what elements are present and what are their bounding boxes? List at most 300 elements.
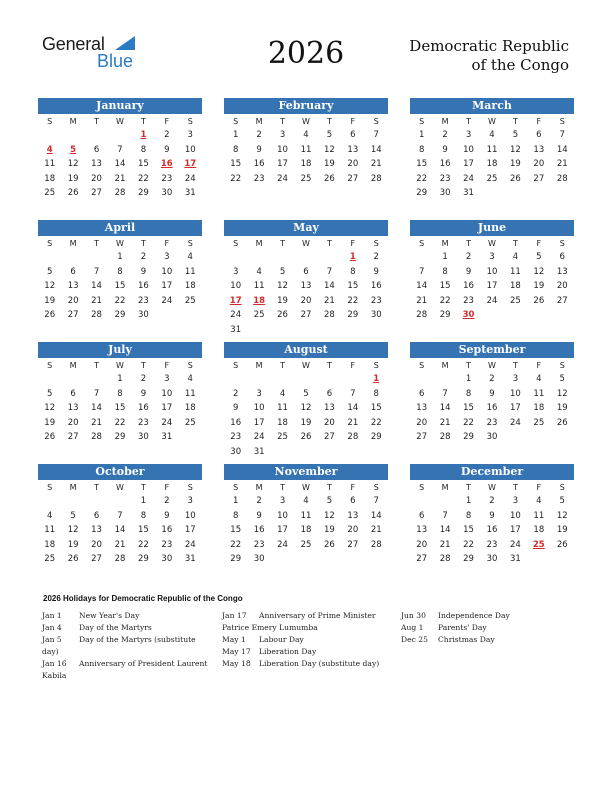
week-row (224, 494, 388, 509)
day-cell: 21 (439, 417, 451, 428)
day-cell: 10 (184, 144, 196, 155)
day-cell: 13 (556, 266, 568, 277)
holiday-day-cell: 1 (140, 130, 147, 140)
empty-day-cell (247, 250, 270, 265)
weekday-label: S (373, 117, 379, 126)
day-cell: 20 (67, 417, 79, 428)
day-cell: 7 (442, 510, 448, 521)
day-cell: 26 (509, 173, 521, 184)
day-cell: 8 (117, 388, 123, 399)
holiday-day-cell: 18 (253, 295, 266, 306)
month-july (38, 342, 202, 445)
day-cell: 31 (253, 446, 265, 457)
empty-day-cell (433, 494, 456, 509)
day-cell: 17 (509, 403, 521, 413)
day-cell: 2 (442, 130, 448, 140)
day-cell: 15 (463, 403, 474, 413)
holiday-date: Dec 25 (401, 635, 428, 644)
day-cell: 27 (347, 173, 359, 184)
day-cell: 23 (137, 295, 149, 306)
week-row (410, 401, 574, 416)
day-cell: 20 (416, 417, 428, 428)
day-cell: 4 (536, 374, 542, 384)
holiday-day-cell: 17 (229, 295, 242, 306)
week-row (224, 265, 388, 280)
day-cell: 14 (91, 281, 102, 291)
day-cell: 3 (164, 252, 170, 262)
day-cell: 2 (465, 252, 472, 262)
day-cell: 25 (300, 539, 312, 550)
weekday-label: S (187, 117, 193, 126)
weekday-label: S (559, 483, 565, 492)
weekday-label: M (441, 483, 449, 492)
week-row (38, 523, 202, 538)
empty-day-cell (365, 552, 388, 567)
day-cell: 5 (512, 130, 519, 140)
day-cell: 3 (512, 496, 519, 506)
day-cell: 10 (253, 403, 265, 413)
day-cell: 25 (44, 554, 56, 564)
day-cell: 23 (253, 539, 265, 550)
day-cell: 28 (370, 173, 382, 184)
empty-day-cell (155, 308, 178, 323)
month-november (224, 464, 388, 567)
weekday-header (410, 114, 574, 128)
day-cell: 6 (350, 130, 356, 140)
weekday-label: S (47, 239, 53, 248)
empty-day-cell (504, 308, 527, 323)
day-cell: 20 (347, 159, 359, 169)
day-cell: 10 (509, 388, 521, 399)
empty-day-cell (410, 372, 433, 387)
week-row (38, 387, 202, 402)
month-title: October (38, 464, 202, 480)
day-cell: 2 (164, 130, 170, 140)
weekday-label: T (94, 117, 99, 126)
week-row (410, 294, 574, 309)
holiday-day-cell: 5 (70, 144, 77, 155)
day-cell: 27 (347, 539, 359, 550)
day-cell: 3 (279, 496, 286, 506)
day-cell: 1 (233, 496, 239, 506)
day-cell: 30 (230, 446, 242, 457)
week-row (410, 143, 574, 158)
day-cell: 23 (439, 173, 451, 184)
empty-day-cell (38, 372, 61, 387)
holiday-name: Liberation Day (substitute day) (259, 659, 380, 668)
day-cell: 28 (91, 432, 102, 442)
empty-day-cell (294, 250, 317, 265)
day-cell: 4 (303, 496, 309, 506)
holiday-date: Jan 4 (42, 623, 62, 632)
month-title: January (38, 98, 202, 114)
day-cell: 8 (350, 266, 356, 277)
weekday-header (410, 236, 574, 250)
holiday-date: May 18 (222, 659, 251, 668)
empty-day-cell (527, 308, 550, 323)
day-cell: 29 (347, 310, 359, 320)
weekday-label: F (164, 117, 170, 126)
weekday-label: W (488, 361, 496, 370)
day-cell: 28 (370, 539, 382, 550)
day-cell: 13 (67, 403, 79, 413)
holiday-name: Liberation Day (259, 647, 317, 656)
week-row (224, 172, 388, 187)
day-cell: 10 (486, 266, 498, 277)
day-cell: 31 (509, 554, 521, 564)
empty-day-cell (247, 372, 270, 387)
day-cell: 5 (559, 374, 565, 384)
day-cell: 4 (489, 130, 495, 140)
day-cell: 12 (44, 281, 56, 291)
month-june (410, 220, 574, 323)
day-cell: 18 (509, 281, 521, 291)
empty-day-cell (108, 494, 131, 509)
empty-day-cell (271, 250, 294, 265)
month-title: February (224, 98, 388, 114)
holiday-day-cell: 17 (184, 159, 197, 169)
day-cell: 18 (44, 539, 56, 550)
day-cell: 10 (463, 144, 474, 155)
day-cell: 30 (161, 188, 173, 198)
day-cell: 7 (559, 130, 565, 140)
week-row (410, 172, 574, 187)
day-cell: 18 (44, 173, 56, 184)
weekday-label: M (69, 117, 77, 126)
day-cell: 20 (533, 159, 545, 169)
week-row (38, 401, 202, 416)
weekday-label: W (302, 239, 310, 248)
day-cell: 27 (300, 310, 312, 320)
weekday-label: S (233, 117, 239, 126)
day-cell: 26 (556, 417, 568, 428)
weekday-label: F (536, 483, 542, 492)
weekday-label: S (373, 483, 379, 492)
day-cell: 5 (326, 496, 333, 506)
day-cell: 13 (91, 525, 102, 535)
day-cell: 6 (93, 510, 100, 521)
day-cell: 22 (230, 539, 242, 550)
weekday-label: M (255, 483, 263, 492)
day-cell: 18 (533, 403, 545, 413)
holiday-name: New Year's Day (79, 611, 140, 620)
day-cell: 2 (164, 496, 170, 506)
day-cell: 13 (347, 510, 359, 521)
week-row (38, 143, 202, 158)
day-cell: 24 (230, 310, 242, 320)
day-cell: 16 (137, 281, 149, 291)
day-cell: 8 (140, 510, 147, 521)
empty-day-cell (341, 552, 364, 567)
weekday-label: T (280, 483, 285, 492)
empty-day-cell (179, 308, 202, 323)
weekday-header (38, 480, 202, 494)
day-cell: 14 (556, 144, 568, 155)
week-row (410, 279, 574, 294)
weekday-label: S (187, 239, 193, 248)
day-cell: 2 (256, 496, 262, 506)
weekday-label: S (187, 361, 193, 370)
day-cell: 2 (233, 388, 239, 399)
day-cell: 9 (233, 403, 239, 413)
day-cell: 31 (463, 188, 474, 198)
weekday-label: F (536, 361, 542, 370)
holiday-name: Anniversary of President Laurent Kabila (42, 659, 208, 680)
day-cell: 7 (117, 144, 123, 155)
day-cell: 30 (370, 310, 382, 320)
day-cell: 1 (140, 496, 147, 506)
holiday-day-cell: 25 (532, 539, 545, 550)
day-cell: 16 (253, 159, 265, 169)
week-row (410, 265, 574, 280)
day-cell: 26 (44, 310, 56, 320)
weekday-label: S (233, 483, 239, 492)
weekday-label: S (419, 239, 425, 248)
day-cell: 15 (230, 525, 242, 535)
holiday-item (42, 622, 212, 634)
holiday-day-cell: 30 (462, 310, 475, 320)
weekday-label: T (326, 117, 332, 126)
day-cell: 19 (277, 295, 288, 306)
day-cell: 24 (509, 539, 521, 550)
holiday-name: Anniversary of Prime Minister Patrice Emery Lumumba (222, 611, 376, 632)
holiday-item (42, 658, 212, 682)
day-cell: 14 (370, 144, 382, 155)
day-cell: 14 (91, 403, 102, 413)
weekday-label: M (69, 483, 77, 492)
day-cell: 30 (486, 432, 498, 442)
empty-day-cell (410, 250, 433, 265)
day-cell: 18 (533, 525, 545, 535)
weekday-label: T (326, 361, 332, 370)
day-cell: 27 (533, 173, 545, 184)
day-cell: 13 (300, 281, 312, 291)
day-cell: 7 (373, 496, 379, 506)
weekday-label: T (280, 361, 285, 370)
day-cell: 14 (416, 281, 428, 291)
empty-day-cell (318, 372, 341, 387)
weekday-label: W (116, 483, 124, 492)
day-cell: 6 (559, 252, 565, 262)
day-cell: 30 (253, 554, 265, 564)
day-cell: 15 (347, 281, 359, 291)
day-cell: 26 (277, 310, 288, 320)
day-cell: 22 (137, 173, 149, 184)
day-cell: 20 (300, 295, 312, 306)
week-row (410, 372, 574, 387)
day-cell: 14 (323, 281, 335, 291)
logo-text-blue: Blue (97, 51, 134, 71)
week-row (38, 265, 202, 280)
weekday-label: W (116, 117, 124, 126)
week-row (410, 538, 574, 553)
empty-day-cell (480, 186, 503, 201)
day-cell: 18 (184, 403, 196, 413)
day-cell: 23 (253, 173, 265, 184)
weekday-header (410, 358, 574, 372)
week-row (410, 157, 574, 172)
week-row (224, 250, 388, 265)
day-cell: 30 (137, 432, 149, 442)
weekday-label: T (94, 483, 99, 492)
empty-day-cell (38, 250, 61, 265)
day-cell: 26 (44, 432, 56, 442)
day-cell: 10 (184, 510, 196, 521)
week-row (224, 509, 388, 524)
day-cell: 17 (253, 417, 265, 428)
weekday-header (224, 114, 388, 128)
empty-day-cell (527, 186, 550, 201)
weekday-label: F (164, 239, 170, 248)
holiday-date: Jan 1 (42, 611, 62, 620)
day-cell: 7 (373, 130, 379, 140)
empty-day-cell (504, 186, 527, 201)
holiday-item (42, 634, 212, 658)
day-cell: 21 (114, 539, 126, 550)
week-row (224, 143, 388, 158)
weekday-header (224, 480, 388, 494)
day-cell: 13 (533, 144, 545, 155)
day-cell: 23 (370, 295, 382, 306)
day-cell: 25 (277, 432, 288, 442)
day-cell: 4 (187, 374, 193, 384)
weekday-label: F (164, 361, 170, 370)
weekday-label: T (280, 239, 285, 248)
day-cell: 30 (161, 554, 173, 564)
month-title: December (410, 464, 574, 480)
month-title: March (410, 98, 574, 114)
day-cell: 19 (44, 417, 56, 428)
day-cell: 21 (416, 295, 428, 306)
day-cell: 28 (416, 310, 428, 320)
week-row (410, 387, 574, 402)
week-row (38, 416, 202, 431)
day-cell: 7 (350, 388, 356, 399)
empty-day-cell (433, 372, 456, 387)
day-cell: 18 (300, 525, 312, 535)
day-cell: 16 (486, 403, 498, 413)
weekday-label: S (373, 361, 379, 370)
day-cell: 4 (303, 130, 309, 140)
day-cell: 17 (509, 525, 521, 535)
day-cell: 6 (419, 510, 425, 521)
day-cell: 6 (419, 388, 425, 399)
weekday-label: M (441, 117, 449, 126)
day-cell: 3 (187, 496, 193, 506)
month-december (410, 464, 574, 567)
day-cell: 4 (47, 510, 53, 521)
day-cell: 14 (347, 403, 359, 413)
empty-day-cell (527, 552, 550, 567)
empty-day-cell (318, 445, 341, 460)
weekday-label: S (373, 239, 379, 248)
weekday-label: W (116, 361, 124, 370)
country-name: Democratic Republic of the Congo (409, 37, 569, 74)
day-cell: 22 (439, 295, 451, 306)
day-cell: 24 (161, 295, 173, 306)
day-cell: 28 (439, 432, 451, 442)
empty-day-cell (224, 250, 247, 265)
day-cell: 25 (184, 295, 196, 306)
day-cell: 12 (44, 403, 56, 413)
day-cell: 12 (323, 144, 335, 155)
empty-day-cell (38, 128, 61, 143)
day-cell: 8 (442, 266, 448, 277)
day-cell: 15 (230, 159, 242, 169)
weekday-label: W (488, 483, 496, 492)
day-cell: 25 (184, 417, 196, 428)
day-cell: 19 (300, 417, 312, 428)
day-cell: 24 (277, 173, 288, 184)
day-cell: 5 (47, 388, 53, 399)
day-cell: 29 (463, 432, 474, 442)
holiday-item (222, 646, 392, 658)
holiday-item (222, 610, 392, 634)
day-cell: 12 (67, 159, 79, 169)
week-row (224, 401, 388, 416)
weekday-label: M (255, 239, 263, 248)
weekday-label: S (419, 117, 425, 126)
day-cell: 29 (137, 188, 149, 198)
weekday-label: S (419, 361, 425, 370)
day-cell: 15 (114, 281, 126, 291)
day-cell: 27 (416, 432, 428, 442)
day-cell: 22 (416, 173, 428, 184)
weekday-label: T (326, 483, 332, 492)
empty-day-cell (341, 445, 364, 460)
week-row (38, 279, 202, 294)
month-january (38, 98, 202, 201)
empty-day-cell (551, 552, 574, 567)
week-row (38, 250, 202, 265)
weekday-label: S (47, 483, 53, 492)
holidays-title: 2026 Holidays for Democratic Republic of the Congo (43, 594, 243, 603)
weekday-label: S (559, 361, 565, 370)
day-cell: 11 (184, 388, 196, 399)
day-cell: 6 (350, 496, 356, 506)
day-cell: 28 (556, 173, 568, 184)
weekday-label: T (466, 483, 471, 492)
holiday-item (401, 634, 571, 646)
day-cell: 31 (161, 432, 173, 442)
day-cell: 6 (70, 388, 76, 399)
weekday-label: S (233, 361, 239, 370)
day-cell: 9 (442, 144, 448, 155)
weekday-label: S (233, 239, 239, 248)
empty-day-cell (318, 250, 341, 265)
day-cell: 27 (323, 432, 335, 442)
day-cell: 15 (370, 403, 382, 413)
day-cell: 6 (303, 266, 309, 277)
day-cell: 24 (509, 417, 521, 428)
day-cell: 1 (117, 374, 123, 384)
weekday-label: F (536, 117, 542, 126)
day-cell: 26 (300, 432, 312, 442)
day-cell: 16 (486, 525, 498, 535)
week-row (410, 308, 574, 323)
day-cell: 29 (463, 554, 474, 564)
day-cell: 23 (486, 417, 498, 428)
weekday-label: W (302, 361, 310, 370)
calendar-year: 2026 (267, 36, 345, 71)
weekday-label: T (140, 483, 146, 492)
day-cell: 14 (114, 525, 126, 535)
weekday-label: W (488, 239, 496, 248)
holiday-date: May 1 (222, 635, 246, 644)
day-cell: 7 (419, 266, 425, 277)
weekday-label: F (350, 361, 356, 370)
day-cell: 15 (137, 525, 149, 535)
